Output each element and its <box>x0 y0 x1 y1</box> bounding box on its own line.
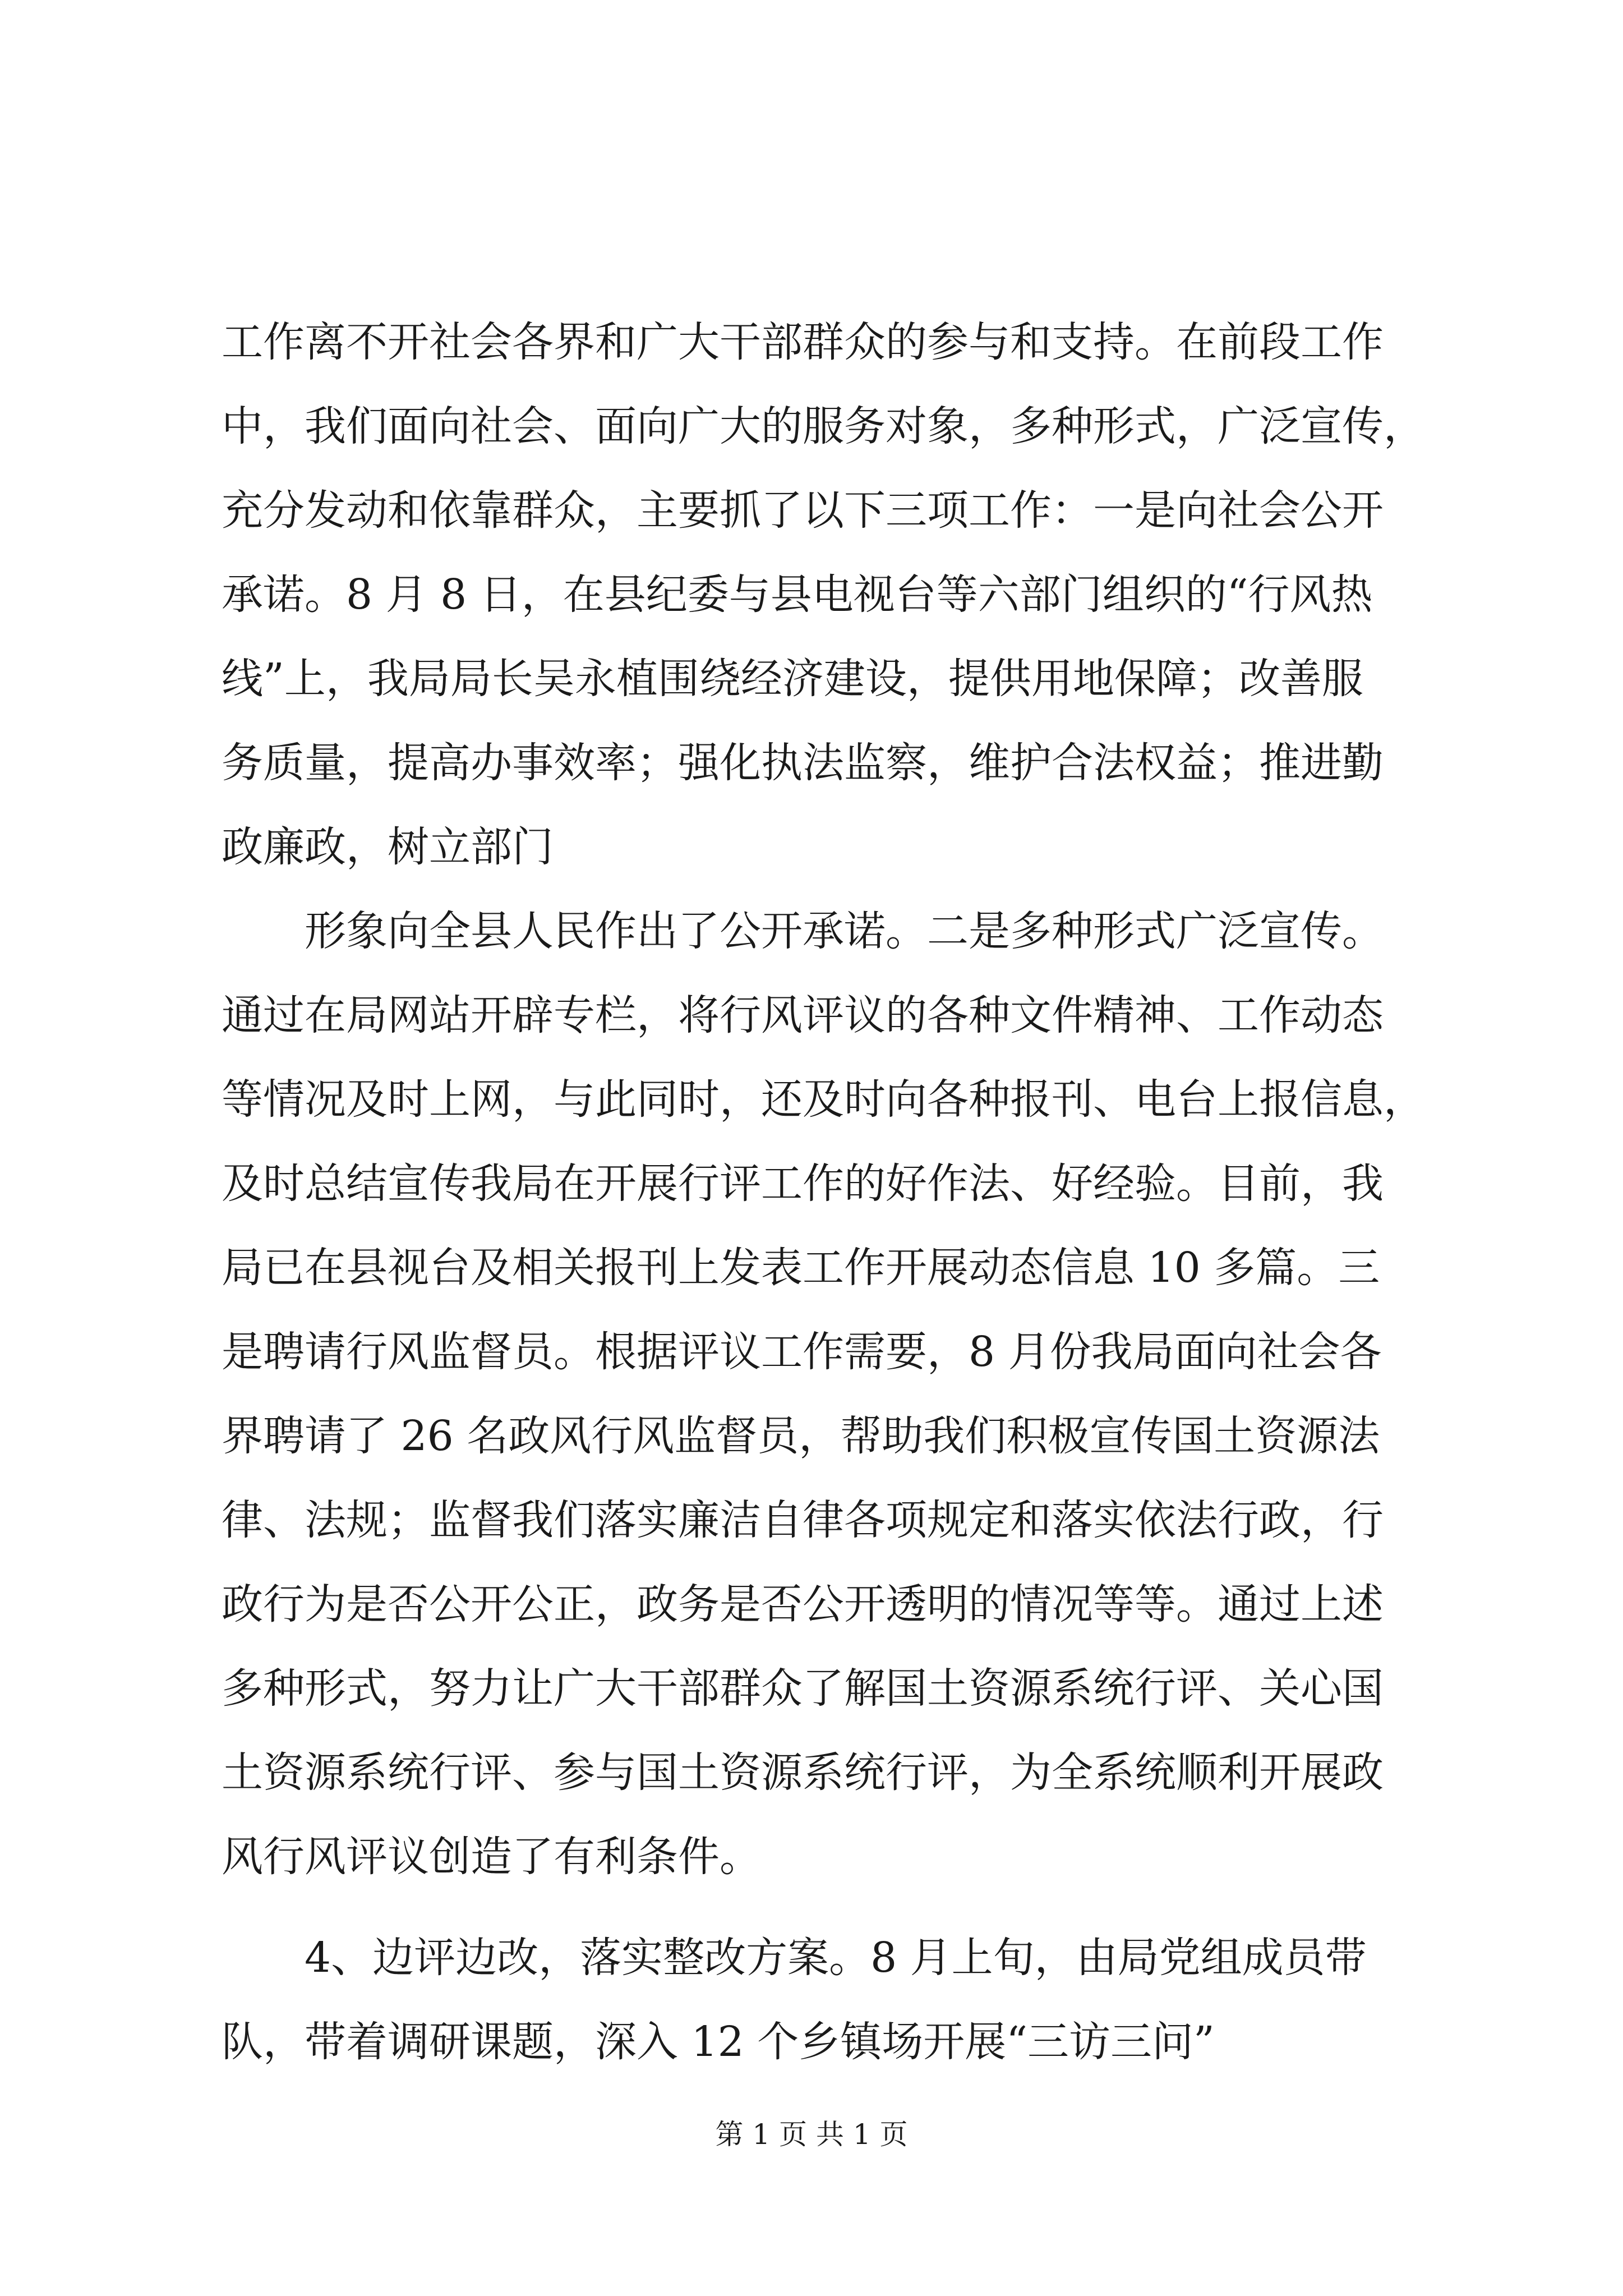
text-line: 多种形式，努力让广大干部群众了解国土资源系统行评、关心国 <box>222 1664 1384 1713</box>
text-line: 是聘请行风监督员。根据评议工作需要，8 月份我局面向社会各 <box>222 1328 1382 1376</box>
paragraph-2 <box>222 889 1427 1899</box>
text-line: 形象向全县人民作出了公开承诺。二是多种形式广泛宣传。 <box>222 907 1384 955</box>
text-line: 风行风评议创造了有利条件。 <box>222 1833 761 1881</box>
page-footer: 第 1 页 共 1 页 <box>715 2118 908 2151</box>
text-line: 政行为是否公开公正，政务是否公开透明的情况等等。通过上述 <box>222 1580 1384 1628</box>
text-line: 等情况及时上网，与此同时，还及时向各种报刊、电台上报信息， <box>222 1075 1425 1124</box>
text-line: 通过在局网站开辟专栏，将行风评议的各种文件精神、工作动态 <box>222 991 1384 1039</box>
text-line: 界聘请了 26 名政风行风监督员，帮助我们积极宣传国土资源法 <box>222 1412 1380 1460</box>
text-line: 充分发动和依靠群众，主要抓了以下三项工作：一是向社会公开 <box>222 486 1384 535</box>
document-body <box>222 300 1427 2084</box>
text-line: 务质量，提高办事效率；强化执法监察，维护合法权益；推进勤 <box>222 739 1384 787</box>
text-line: 4、边评边改，落实整改方案。8 月上旬，由局党组成员带 <box>222 1934 1367 1982</box>
text-line: 队，带着调研课题，深入 12 个乡镇场开展“三访三问” <box>222 2018 1215 2066</box>
paragraph-3 <box>222 1916 1427 2084</box>
text-line: 律、法规；监督我们落实廉洁自律各项规定和落实依法行政，行 <box>222 1496 1384 1544</box>
text-line: 线”上，我局局长吴永植围绕经济建设，提供用地保障；改善服 <box>222 655 1363 703</box>
paragraph-1 <box>222 300 1427 889</box>
text-line: 工作离不开社会各界和广大干部群众的参与和支持。在前段工作 <box>222 318 1384 366</box>
text-line: 土资源系统行评、参与国土资源系统行评，为全系统顺利开展政 <box>222 1749 1384 1797</box>
paragraph-spacer <box>222 1899 1427 1916</box>
text-line: 政廉政，树立部门 <box>222 823 554 871</box>
text-line: 局已在县视台及相关报刊上发表工作开展动态信息 10 多篇。三 <box>222 1244 1380 1292</box>
text-line: 承诺。8 月 8 日，在县纪委与县电视台等六部门组织的“行风热 <box>222 570 1373 619</box>
text-line: 中，我们面向社会、面向广大的服务对象，多种形式，广泛宣传， <box>222 402 1425 450</box>
text-line: 及时总结宣传我局在开展行评工作的好作法、好经验。目前，我 <box>222 1159 1384 1208</box>
